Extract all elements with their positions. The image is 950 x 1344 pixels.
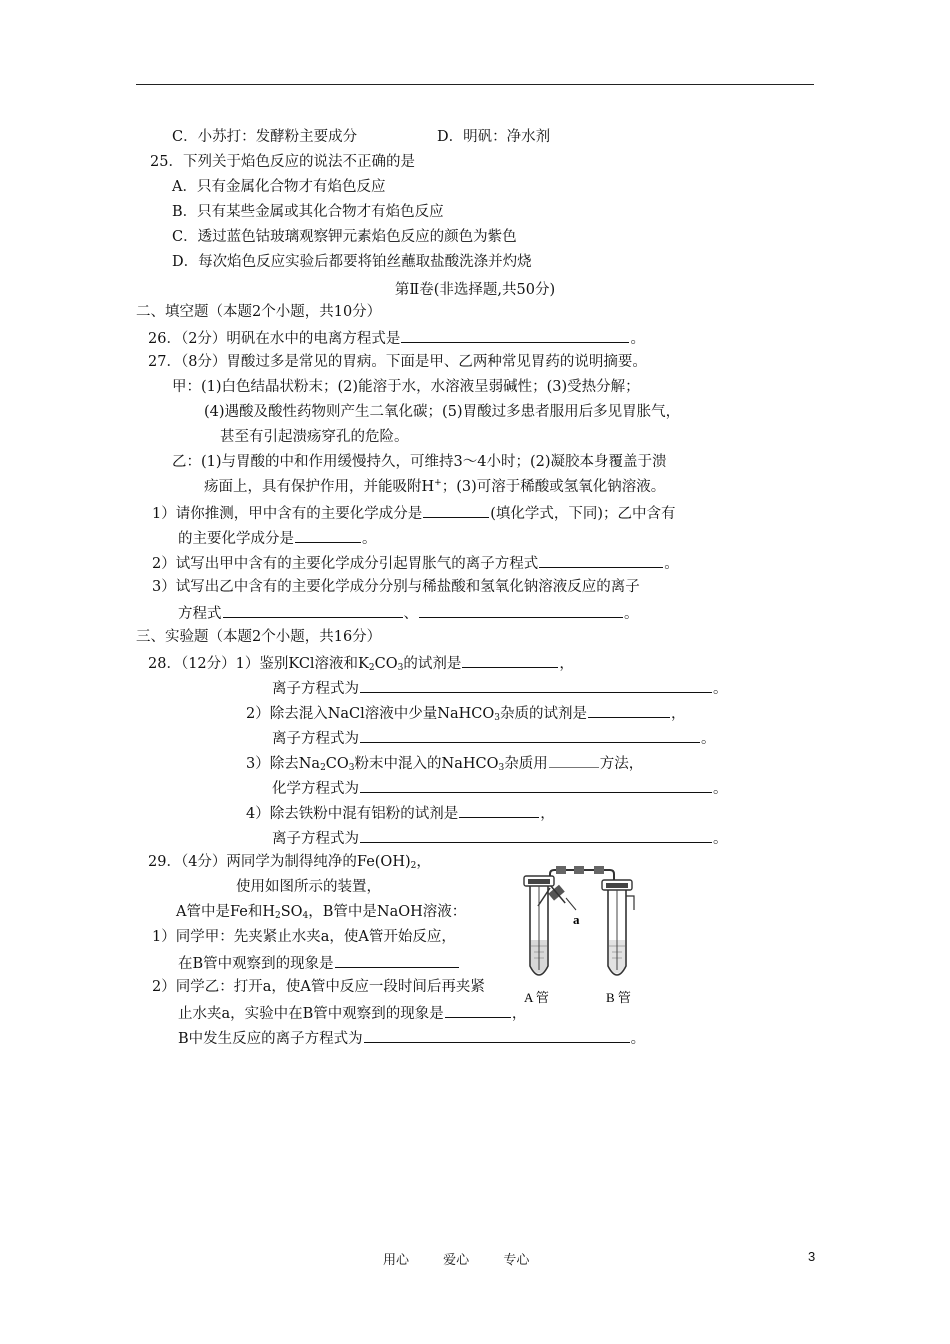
header-rule: [136, 84, 814, 85]
q26: 26．（2分）明矾在水中的电离方程式是 。: [148, 327, 645, 349]
q29-sub-1-cont: 在B管中观察到的现象是: [178, 952, 460, 974]
q27-stem: 27．（8分）胃酸过多是常见的胃病。下面是甲、乙两种常见胃药的说明摘要。: [148, 354, 647, 370]
q28-sub-1-eq: 离子方程式为 。: [272, 677, 728, 699]
q29-sub-2-cont: 止水夹a，实验中在B管中观察到的现象是 ，: [178, 1002, 526, 1024]
q25-stem: 25．下列关于焰色反应的说法不正确的是: [150, 154, 415, 170]
q25-option-b: B．只有某些金属或其化合物才有焰色反应: [172, 204, 444, 220]
q28-sub-3-eq: 化学方程式为 。: [272, 777, 728, 799]
q27-sub-3-cont: 方程式 、 。: [178, 602, 639, 624]
clamp-a-label: a: [573, 912, 580, 927]
q29-sub-2-eq: B中发生反应的离子方程式为 。: [178, 1027, 645, 1049]
page-footer: [383, 1249, 559, 1268]
q27-yi-2: 疡面上，具有保护作用，并能吸附H+；(3)可溶于稀酸或氢氧化钠溶液。: [204, 478, 666, 495]
q27-yi-1: 乙：(1)与胃酸的中和作用缓慢持久，可维持3～4小时；(2)凝胶本身覆盖于溃: [172, 454, 667, 470]
tube-b-label: B 管: [606, 990, 631, 1005]
q27-sub-2: 2）试写出甲中含有的主要化学成分引起胃胀气的离子方程式 。: [152, 552, 679, 574]
q24-option-d: D．明矾：净水剂: [437, 129, 551, 145]
q27-sub-3: 3）试写出乙中含有的主要化学成分分别与稀盐酸和氢氧化钠溶液反应的离子: [152, 579, 640, 595]
q25-option-c: C．透过蓝色钴玻璃观察钾元素焰色反应的颜色为紫色: [172, 229, 517, 245]
q28-sub-3: 3）除去$Na_2CO_3$粉末中混入的NaHCO$_3$杂质用 方法，: [246, 752, 643, 774]
tube-connector: [556, 866, 566, 874]
q29-stem: 29．（4分）两同学为制得纯净的$Fe(OH)_2$，: [148, 854, 431, 871]
q25-option-d: D．每次焰色反应实验后都要将铂丝蘸取盐酸洗涤并灼烧: [172, 254, 532, 270]
q27-jia-3: 甚至有引起溃疡穿孔的危险。: [220, 429, 409, 445]
q28-sub-1: 28．（12分）1）鉴别KCl溶液和$K_2CO_3$的试剂是 ，: [148, 652, 574, 674]
page-number: 3: [808, 1249, 816, 1264]
q24-option-c: C．小苏打：发酵粉主要成分: [172, 129, 358, 145]
apparatus-svg: [510, 866, 648, 1016]
q28-sub-2-eq: 离子方程式为 。: [272, 727, 716, 749]
section-3-heading: 三、实验题（本题2个小题，共16分）: [136, 629, 382, 645]
q27-sub-1-cont: 的主要化学成分是 。: [178, 527, 377, 549]
tube-a-label: A 管: [524, 990, 549, 1005]
section-2-heading: 二、填空题（本题2个小题，共10分）: [136, 304, 382, 320]
q29-sub-2: 2）同学乙：打开a，使A管中反应一段时间后再夹紧: [152, 979, 485, 995]
apparatus-diagram: [510, 866, 648, 1016]
q29-sub-1: 1）同学甲：先夹紧止水夹a，使A管开始反应，: [152, 929, 456, 945]
footer-word-3: 专心: [503, 1253, 530, 1268]
footer-word-2: 爱心: [443, 1253, 470, 1268]
volume-2-title: 第Ⅱ卷(非选择题,共50分): [394, 282, 556, 298]
q27-jia-1: 甲：(1)白色结晶状粉末；(2)能溶于水，水溶液呈弱碱性；(3)受热分解；: [172, 379, 640, 395]
q27-sub-1: 1）请你推测，甲中含有的主要化学成分是 (填化学式，下同)；乙中含有: [152, 502, 676, 524]
footer-word-1: 用心: [383, 1253, 410, 1268]
q28-sub-4-eq: 离子方程式为 。: [272, 827, 728, 849]
q25-option-a: A．只有金属化合物才有焰色反应: [172, 179, 386, 195]
q28-sub-4: 4）除去铁粉中混有铝粉的试剂是 ，: [246, 802, 555, 824]
q28-sub-2: 2）除去混入NaCl溶液中少量NaHCO$_3$杂质的试剂是 ，: [246, 702, 685, 724]
q29-stem-2: 使用如图所示的装置，: [236, 879, 381, 895]
q29-stem-3: A管中是Fe和$H_2SO_4$，B管中是NaOH溶液：: [176, 904, 467, 921]
q27-jia-2: (4)遇酸及酸性药物则产生二氧化碳；(5)胃酸过多患者服用后多见胃胀气，: [204, 404, 681, 420]
